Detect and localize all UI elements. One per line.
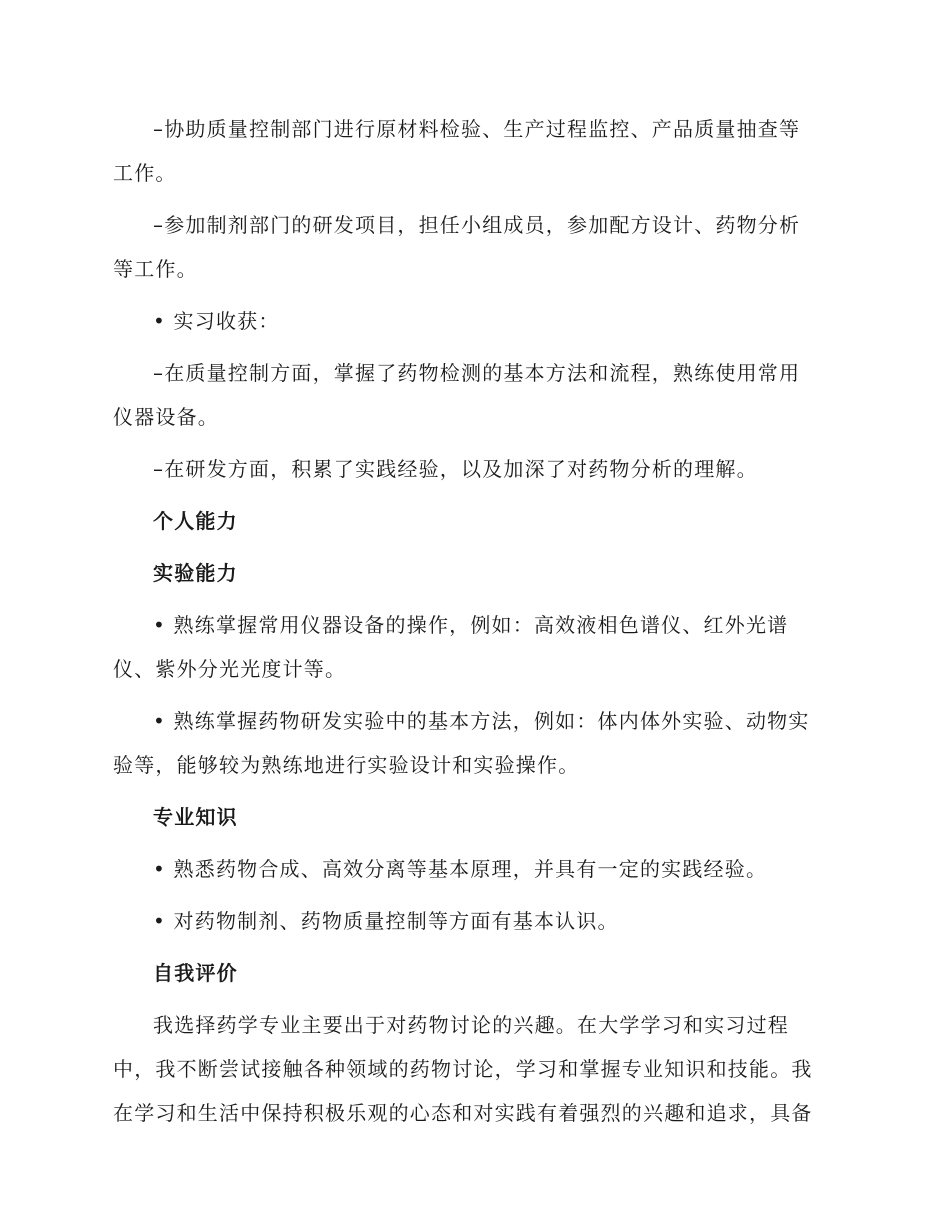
heading-text: 专业知识 bbox=[153, 805, 238, 829]
paragraph-synthesis-knowledge bbox=[113, 847, 825, 891]
text-line: 等工作。 bbox=[113, 257, 198, 281]
paragraph-self-evaluation bbox=[113, 1003, 825, 1135]
text-line: • 熟练掌握常用仪器设备的操作，例如：高效液相色谱仪、红外光谱 bbox=[153, 613, 789, 637]
text-line: 中，我不断尝试接触各种领域的药物讨论，学习和掌握专业知识和技能。我 bbox=[113, 1057, 813, 1081]
text-line: 仪器设备。 bbox=[113, 405, 219, 429]
heading-professional-knowledge bbox=[113, 795, 825, 839]
text-line: • 熟练掌握药物研发实验中的基本方法，例如：体内体外实验、动物实 bbox=[153, 709, 810, 733]
text-line: • 熟悉药物合成、高效分离等基本原理，并具有一定的实践经验。 bbox=[153, 857, 768, 881]
text-line: 验等，能够较为熟练地进行实验设计和实验操作。 bbox=[113, 753, 580, 777]
paragraph-rd-gains bbox=[113, 447, 825, 491]
heading-experimental-ability bbox=[113, 551, 825, 595]
paragraph-qc-assist bbox=[113, 107, 825, 195]
paragraph-instrument-skills bbox=[113, 603, 825, 691]
heading-personal-ability bbox=[113, 499, 825, 543]
text-line: –协助质量控制部门进行原材料检验、生产过程监控、产品质量抽查等 bbox=[153, 117, 801, 141]
paragraph-method-skills bbox=[113, 699, 825, 787]
paragraph-qc-gains bbox=[113, 351, 825, 439]
heading-text: 个人能力 bbox=[153, 509, 238, 533]
text-line: –在质量控制方面，掌握了药物检测的基本方法和流程，熟练使用常用 bbox=[153, 361, 801, 385]
heading-text: 实验能力 bbox=[153, 561, 238, 585]
document-body bbox=[113, 107, 825, 1143]
text-line: • 对药物制剂、药物质量控制等方面有基本认识。 bbox=[153, 909, 619, 933]
text-line: 仪、紫外分光光度计等。 bbox=[113, 657, 347, 681]
text-line: 我选择药学专业主要出于对药物讨论的兴趣。在大学学习和实习过程 bbox=[153, 1013, 789, 1037]
paragraph-rd-project bbox=[113, 203, 825, 291]
text-line: –参加制剂部门的研发项目，担任小组成员，参加配方设计、药物分析 bbox=[153, 213, 801, 237]
text-line: 工作。 bbox=[113, 161, 177, 185]
paragraph-formulation-knowledge bbox=[113, 899, 825, 943]
heading-text: 自我评价 bbox=[153, 961, 238, 985]
text-line: • 实习收获： bbox=[153, 309, 280, 333]
paragraph-internship-gains bbox=[113, 299, 825, 343]
text-line: 在学习和生活中保持积极乐观的心态和对实践有着强烈的兴趣和追求，具备 bbox=[113, 1101, 813, 1125]
heading-self-evaluation bbox=[113, 951, 825, 995]
text-line: –在研发方面，积累了实践经验，以及加深了对药物分析的理解。 bbox=[153, 457, 758, 481]
